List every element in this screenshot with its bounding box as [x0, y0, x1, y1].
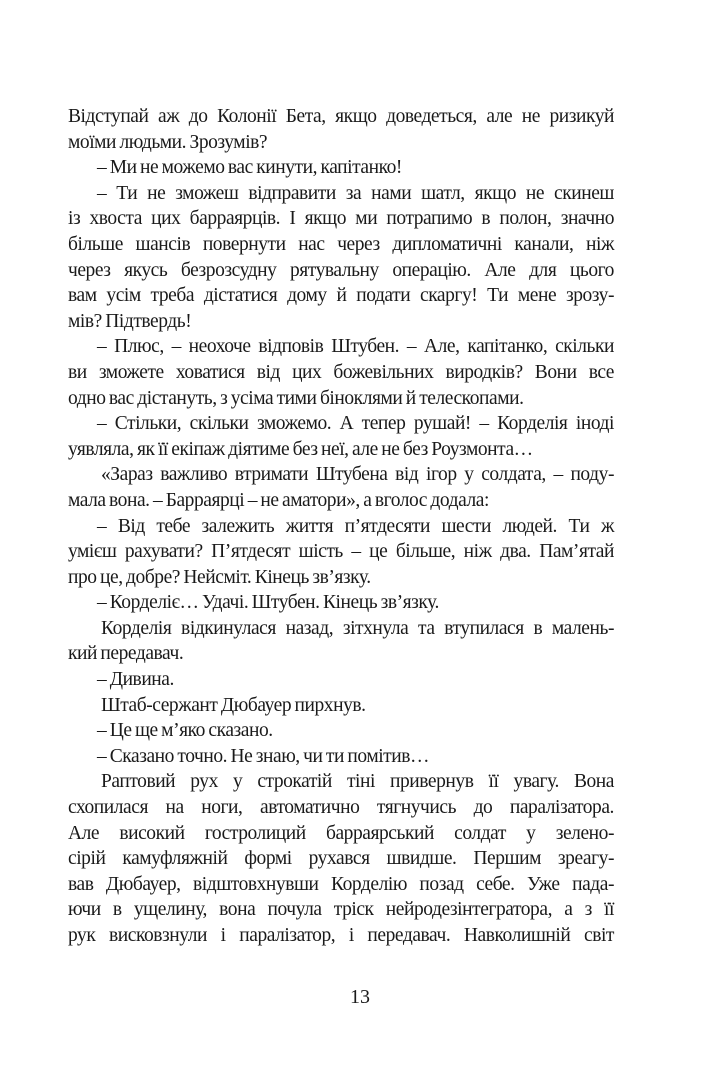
text-line: вам усім треба дістатися дому й подати скаргу! Ти мене зрозу- [68, 285, 614, 307]
text-line: про це, добре? Нейсміт. Кінець зв’язку. [68, 566, 371, 588]
text-line: – Корделіє… Удачі. Штубен. Кінець зв’язку. [97, 592, 439, 614]
text-line: умієш рахувати? П’ятдесят шість – це більше, ніж два. Пам’ятай [68, 541, 614, 563]
page-number: 13 [350, 986, 370, 1008]
text-line: – Дивина. [97, 669, 174, 691]
text-line: одно вас дістануть, з усіма тими біноклями й телескопами. [68, 387, 524, 409]
text-line: Раптовий рух у строкатій тіні привернув її увагу. Вона [101, 771, 614, 793]
text-line: – Сказано точно. Не знаю, чи ти помітив… [97, 745, 430, 767]
text-line: кий передавач. [68, 643, 184, 665]
text-line: вав Дюбауер, відштовхнувши Корделію позад себе. Уже пада- [68, 873, 614, 895]
text-line: – Плюс, – неохоче відповів Штубен. – Але, капітанко, скільки [97, 336, 614, 358]
text-line: більше шансів повернути нас через дипломатичні канали, ніж [68, 233, 614, 255]
text-line: ючи в ущелину, вона почула тріск нейродезінтегратора, а з її [68, 899, 614, 921]
text-line: рук висковзнули і паралізатор, і передавач. Навколишній світ [68, 925, 614, 946]
text-line: уявляла, як її екіпаж діятиме без неї, але не без Роузмонта… [68, 438, 533, 460]
text-line: – Від тебе залежить життя п’ятдесяти шести людей. Ти ж [97, 515, 614, 537]
text-line: із хвоста цих барраярців. І якщо ми потрапимо в полон, значно [68, 208, 614, 230]
page-body-text [68, 104, 614, 949]
text-line: ви зможете ховатися від цих божевільних виродків? Вони все [68, 361, 614, 383]
text-line: – Ми не можемо вас кинути, капітанко! [97, 157, 402, 179]
text-line: моїми людьми. Зрозумів? [68, 131, 268, 153]
text-line: мів? Підтвердь! [68, 310, 192, 332]
text-line: «Зараз важливо втримати Штубена від ігор у солдата, – поду- [101, 464, 614, 486]
text-line: мала вона. – Барраярці – не аматори», а вголос додала: [68, 489, 489, 511]
text-line: Штаб-сержант Дюбауер пирхнув. [101, 694, 366, 716]
text-line: – Ти не зможеш відправити за нами шатл, якщо не скинеш [97, 182, 614, 204]
text-line: через якусь безрозсудну рятувальну операцію. Але для цього [68, 259, 614, 281]
text-line: Але високий гостролиций барраярський солдат у зелено- [68, 822, 614, 844]
text-line: Корделія відкинулася назад, зітхнула та втупилася в малень- [101, 617, 614, 639]
text-line: – Стільки, скільки зможемо. А тепер рушай! – Корделія іноді [97, 413, 614, 435]
text-line: Відступай аж до Колонії Бета, якщо доведеться, але не ризикуй [68, 106, 614, 127]
text-line: схопилася на ноги, автоматично тягнучись до паралізатора. [68, 797, 614, 819]
text-line: – Це ще м’яко сказано. [97, 720, 273, 742]
text-line: сірій камуфляжній формі рухався швидше. Першим зреагу- [68, 848, 614, 870]
